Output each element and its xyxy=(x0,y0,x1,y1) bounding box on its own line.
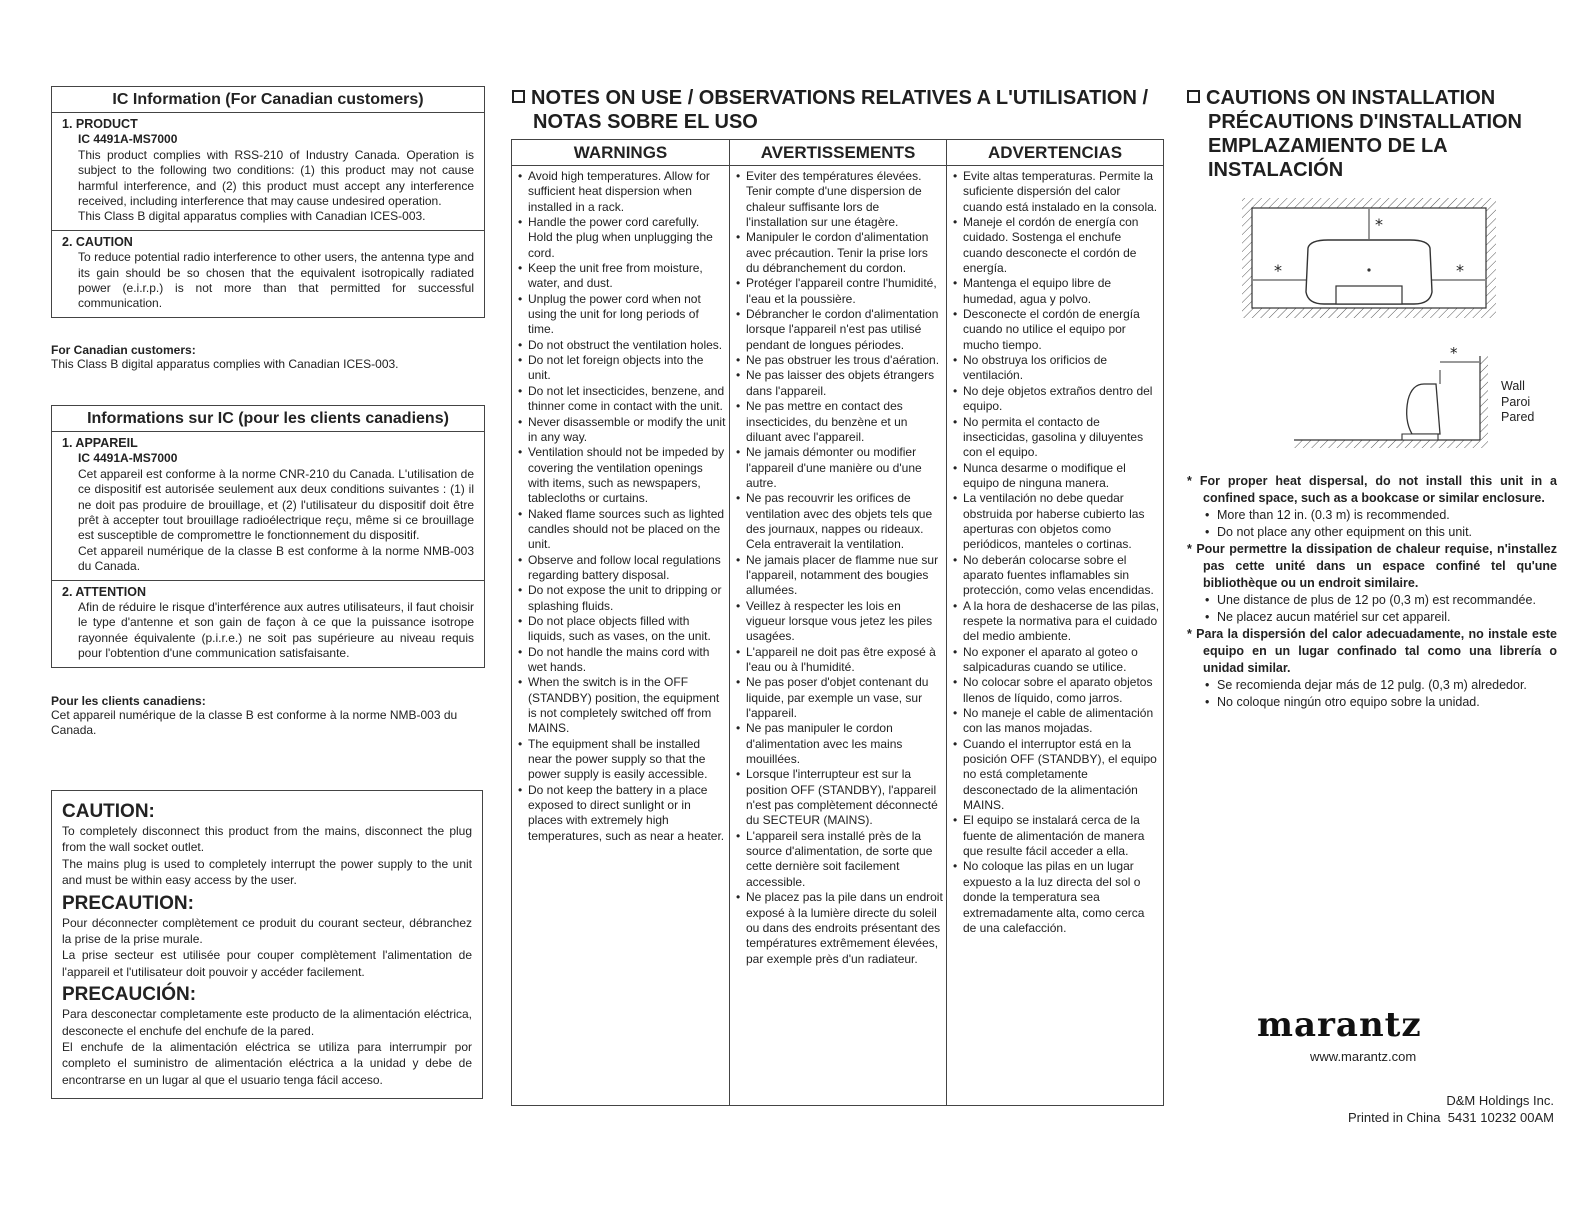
marantz-logo: marantz xyxy=(1257,1005,1422,1045)
install-note-es-text: Para la dispersión del calor adecuadamente, no instale este equipo en un lugar confinado tal como una librería o unidad similar. xyxy=(1196,627,1557,675)
warning-item: • Do not obstruct the ventilation holes. xyxy=(518,338,726,353)
warnings-cell xyxy=(512,166,730,1106)
install-title-line-3: EMPLAZAMIENTO DE LA xyxy=(1208,135,1448,157)
install-note-fr-head: * Pour permettre la dissipation de chaleur requise, n'installez pas cette unité dans un espace confiné tel qu'une bibliothèque ou un endroit similaire. xyxy=(1187,542,1557,590)
avertissement-item: • Veillez à respecter les lois en vigueur lorsque vous jetez les piles usagées. xyxy=(736,599,943,645)
avertissement-item: • Ne placez pas la pile dans un endroit exposé à la lumière directe du soleil ou dans des endroits présentant des températures extrêmement élevées, par exemple près d'un radiateur. xyxy=(736,890,943,967)
clearance-star-left: * xyxy=(1274,261,1282,280)
warnings-list xyxy=(518,169,726,844)
advertencia-item: • No exponer el aparato al goteo o salpicaduras cuando se utilice. xyxy=(953,645,1160,676)
install-note-en-text: For proper heat dispersal, do not install this unit in a confined space, such as a bookcase or similar enclosure. xyxy=(1199,474,1558,505)
note-text: This Class B digital apparatus complies with Canadian ICES-003. xyxy=(51,357,399,371)
install-note-es-item: • Se recomienda dejar más de 12 pulg. (0,3 m) alrededor. xyxy=(1187,677,1557,694)
advertencia-item: • Maneje el cordón de energía con cuidado. Sostenga el enchufe cuando desconecte el cordón de energía. xyxy=(953,215,1160,276)
install-note-en-item: • More than 12 in. (0.3 m) is recommended. xyxy=(1187,507,1557,524)
advertencias-cell xyxy=(947,166,1164,1106)
warning-item: • Do not let foreign objects into the unit. xyxy=(518,353,726,384)
top-wall-hatch xyxy=(1242,198,1496,208)
warning-item: • Do not place objects filled with liquids, such as vases, on the unit. xyxy=(518,614,726,645)
install-heading xyxy=(1187,86,1557,182)
note-title: For Canadian customers: xyxy=(51,343,196,357)
avertissement-item: • Ne pas laisser des objets étrangers dans l'appareil. xyxy=(736,368,943,399)
company-name: D&M Holdings Inc. xyxy=(1446,1093,1554,1108)
advertencia-item: • Desconecte el cordón de energía cuando no utilice el equipo por mucho tiempo. xyxy=(953,307,1160,353)
wall-label-fr: Paroi xyxy=(1501,394,1531,409)
install-note-es-item: • No coloque ningún otro equipo sobre la unidad. xyxy=(1187,694,1557,711)
ic-info-en-box xyxy=(51,86,485,318)
caution-text-2: The mains plug is used to completely interrupt the power supply to the unit and must be within easy access by the user. xyxy=(62,856,472,888)
avertissement-item: • Ne pas manipuler le cordon d'alimentation avec les mains mouillées. xyxy=(736,721,943,767)
avertissement-item: • Lorsque l'interrupteur est sur la position OFF (STANDBY), l'appareil n'est pas complètement déconnecté du SECTEUR (MAINS). xyxy=(736,767,943,828)
section-heading: 1. APPAREIL xyxy=(62,436,138,450)
warning-item: • The equipment shall be installed near the power supply so that the power supply is easily accessible. xyxy=(518,737,726,783)
ic-en-product-section xyxy=(52,113,484,230)
warning-item: • Do not let insecticides, benzene, and thinner come in contact with the unit. xyxy=(518,384,726,415)
floor-hatch xyxy=(1294,440,1488,448)
avertissement-item: • Ne jamais placer de flamme nue sur l'appareil, notamment des bougies allumées. xyxy=(736,553,943,599)
warning-item: • Observe and follow local regulations regarding battery disposal. xyxy=(518,553,726,584)
canadian-note-en xyxy=(51,343,485,372)
avertissement-item: • Ne pas recouvrir les orifices de ventilation avec des objets tels que des journaux, nappes ou rideaux. Cela entraverait la ventilation. xyxy=(736,491,943,552)
precaucion-heading: PRECAUCIÓN: xyxy=(62,984,197,1006)
checkbox-icon xyxy=(512,90,525,103)
clearance-star-right: * xyxy=(1456,261,1464,280)
brand-url: www.marantz.com xyxy=(1310,1049,1417,1064)
canadian-note-fr xyxy=(51,694,485,739)
ic-info-fr-title: Informations sur IC (pour les clients canadiens) xyxy=(52,406,484,432)
col-header-warnings: WARNINGS xyxy=(512,140,730,166)
install-note-en-head: * For proper heat dispersal, do not install this unit in a confined space, such as a bookcase or similar enclosure. xyxy=(1187,474,1558,505)
notes-title-text-1: NOTES ON USE / OBSERVATIONS RELATIVES A L'UTILISATION / xyxy=(531,87,1149,109)
wall-labels xyxy=(1501,379,1534,426)
advertencias-list xyxy=(953,169,1160,936)
col-header-advertencias: ADVERTENCIAS xyxy=(947,140,1164,166)
notes-title-line-1 xyxy=(512,86,1172,110)
install-title-line-1 xyxy=(1187,86,1557,110)
advertencia-item: • Nunca desarme o modifique el equipo de ninguna manera. xyxy=(953,461,1160,492)
ic-fr-appareil-section xyxy=(52,432,484,580)
section-body-2: This Class B digital apparatus complies with Canadian ICES-003. xyxy=(78,209,426,224)
unit-side-shape xyxy=(1407,384,1440,434)
avertissement-item: • Débrancher le cordon d'alimentation lorsque l'appareil n'est pas utilisé pendant de longues périodes. xyxy=(736,307,943,353)
advertencia-item: • Mantenga el equipo libre de humedad, agua y polvo. xyxy=(953,276,1160,307)
precaucion-text-1: Para desconectar completamente este producto de la alimentación eléctrica, desconecte el enchufe del enchufe de la pared. xyxy=(62,1007,472,1038)
advertencia-item: • La ventilación no debe quedar obstruida por haberse cubierto las aperturas con objetos como periódicos, manteles o cortinas. xyxy=(953,491,1160,552)
caution-text-1: To completely disconnect this product from the mains, disconnect the plug from the wall socket outlet. xyxy=(62,824,472,855)
install-note-fr-item: • Une distance de plus de 12 po (0,3 m) est recommandée. xyxy=(1187,592,1557,609)
install-notes xyxy=(1187,473,1557,711)
section-body: To reduce potential radio interference to other users, the antenna type and its gain should be so chosen that the equivalent isotropically radiated power (e.i.r.p.) is not more than that permitted for successful communication. xyxy=(78,250,474,311)
precaution-heading: PRECAUTION: xyxy=(62,892,194,914)
note-title: Pour les clients canadiens: xyxy=(51,694,206,708)
avertissements-cell xyxy=(730,166,947,1106)
notes-heading xyxy=(512,86,1172,134)
wall-hatch xyxy=(1480,356,1488,440)
avertissement-item: • Ne pas poser d'objet contenant du liquide, par exemple un vase, sur l'appareil. xyxy=(736,675,943,721)
print-info xyxy=(1300,1110,1554,1125)
notes-table-wrap xyxy=(511,139,1164,1106)
section-body: Cet appareil est conforme à la norme CNR-210 du Canada. L'utilisation de ce dispositif est autorisée seulement aux deux conditions suivantes : (1) il ne doit pas produire de brouillage, et (2) l'utilisateur du dispositif doit être prêt à accepter tout brouillage radioélectrique reçu, même si ce brouillage est susceptible de compromettre le fonctionnement du dispositif. xyxy=(78,466,474,543)
advertencia-item: • Evite altas temperaturas. Permite la suficiente dispersión del calor cuando está instalado en la consola. xyxy=(953,169,1160,215)
wall-label-es: Pared xyxy=(1501,410,1535,424)
warning-item: • Avoid high temperatures. Allow for sufficient heat dispersion when installed in a rack. xyxy=(518,169,726,215)
installation-top-diagram xyxy=(1238,196,1500,326)
avertissement-item: • L'appareil sera installé près de la source d'alimentation, de sorte que cette dernière soit facilement accessible. xyxy=(736,829,943,890)
section-body-2: Cet appareil numérique de la classe B est conforme à la norme NMB-003 du Canada. xyxy=(78,543,474,574)
section-body: Afin de réduire le risque d'interférence aux autres utilisateurs, il faut choisir le type d'antenne et son gain de façon à ce que la puissance isotrope rayonnée équivalente (p.i.r.e.) ne soit pas supérieure au niveau requis pour l'obtention d'une communication satisfaisante. xyxy=(78,600,474,661)
col-header-avertissements: AVERTISSEMENTS xyxy=(730,140,947,166)
part-code: 5431 10232 00AM xyxy=(1447,1110,1554,1125)
precaucion-text-2: El enchufe de la alimentación eléctrica se utiliza para interrumpir por completo el suministro de alimentación eléctrica a la unidad y debe de encontrarse en un lugar al que el usuario tenga fácil acceso. xyxy=(62,1040,472,1087)
advertencia-item: • A la hora de deshacerse de las pilas, respete la normativa para el cuidado del medio ambiente. xyxy=(953,599,1160,645)
unit-base xyxy=(1336,286,1402,304)
advertencia-item: • Cuando el interruptor está en la posición OFF (STANDBY), el equipo no está completamente desconectado de la alimentación MAINS. xyxy=(953,737,1160,814)
section-heading: 2. ATTENTION xyxy=(62,584,147,599)
avertissements-list xyxy=(736,169,943,967)
left-wall-hatch xyxy=(1242,208,1252,308)
warning-item: • Keep the unit free from moisture, water, and dust. xyxy=(518,261,726,292)
checkbox-icon xyxy=(1187,90,1200,103)
warning-item: • When the switch is in the OFF (STANDBY) position, the equipment is not completely switched off from MAINS. xyxy=(518,675,726,736)
warning-item: • Naked flame sources such as lighted candles should not be placed on the unit. xyxy=(518,507,726,553)
notes-table xyxy=(511,139,1164,1106)
advertencia-item: • No deje objetos extraños dentro del equipo. xyxy=(953,384,1160,415)
avertissement-item: • Manipuler le cordon d'alimentation avec précaution. Tenir la prise lors du débranchement du cordon. xyxy=(736,230,943,276)
printed-in: Printed in China xyxy=(1348,1110,1441,1125)
avertissement-item: • L'appareil ne doit pas être exposé à l'eau ou à l'humidité. xyxy=(736,645,943,676)
bottom-wall-hatch xyxy=(1242,308,1496,318)
ic-info-fr-box xyxy=(51,405,485,668)
caution-box xyxy=(51,790,483,1099)
install-title-text-1: CAUTIONS ON INSTALLATION xyxy=(1206,87,1496,109)
advertencia-item: • No colocar sobre el aparato objetos llenos de líquido, como jarros. xyxy=(953,675,1160,706)
avertissement-item: • Ne jamais démonter ou modifier l'appareil d'une manière ou d'une autre. xyxy=(736,445,943,491)
notes-title-line-2 xyxy=(512,110,1172,134)
note-text: Cet appareil numérique de la classe B est conforme à la norme NMB-003 du Canada. xyxy=(51,708,458,738)
installation-side-diagram xyxy=(1290,342,1498,454)
warning-item: • Never disassemble or modify the unit in any way. xyxy=(518,415,726,446)
advertencia-item: • El equipo se instalará cerca de la fuente de alimentación de manera que resulte fácil acceder a ella. xyxy=(953,813,1160,859)
advertencia-item: • No deberán colocarse sobre el aparato fuentes inflamables sin protección, como velas encendidas. xyxy=(953,553,1160,599)
ic-code: IC 4491A-MS7000 xyxy=(78,132,178,147)
install-note-es-head: * Para la dispersión del calor adecuadamente, no instale este equipo en un lugar confinado tal como una librería o unidad similar. xyxy=(1187,627,1557,675)
install-note-fr-text: Pour permettre la dissipation de chaleur requise, n'installez pas cette unité dans un espace confiné tel qu'une bibliothèque ou un endroit similaire. xyxy=(1196,542,1557,590)
clearance-star-wall: * xyxy=(1450,344,1458,362)
advertencia-item: • No maneje el cable de alimentación con las manos mojadas. xyxy=(953,706,1160,737)
warning-item: • Unplug the power cord when not using the unit for long periods of time. xyxy=(518,292,726,338)
notes-title-text-2: NOTAS SOBRE EL USO xyxy=(533,111,758,133)
ic-code: IC 4491A-MS7000 xyxy=(78,451,178,466)
warning-item: • Do not keep the battery in a place exposed to direct sunlight or in places with extremely high temperatures, such as near a heater. xyxy=(518,783,726,844)
advertencia-item: • No permita el contacto de insecticidas, gasolina y diluyentes con el equipo. xyxy=(953,415,1160,461)
precaution-text-2: La prise secteur est utilisée pour couper complètement l'alimentation de l'appareil et l'utilisateur doit pouvoir y accéder facilement. xyxy=(62,948,472,979)
install-title-line-2: PRÉCAUTIONS D'INSTALLATION xyxy=(1208,111,1523,133)
caution-heading: CAUTION: xyxy=(62,801,155,822)
ic-info-en-title: IC Information (For Canadian customers) xyxy=(52,87,484,113)
section-heading: 1. PRODUCT xyxy=(62,117,138,131)
warning-item: • Handle the power cord carefully. Hold the plug when unplugging the cord. xyxy=(518,215,726,261)
install-note-fr-item: • Ne placez aucun matériel sur cet appareil. xyxy=(1187,609,1557,626)
wall-label-en: Wall xyxy=(1501,379,1525,393)
avertissement-item: • Ne pas mettre en contact des insecticides, du benzène et un diluant avec l'appareil. xyxy=(736,399,943,445)
avertissement-item: • Eviter des températures élevées. Tenir compte d'une dispersion de chaleur suffisante lors de l'installation sur une étagère. xyxy=(736,169,943,230)
warning-item: • Do not expose the unit to dripping or splashing fluids. xyxy=(518,583,726,614)
advertencia-item: • No coloque las pilas en un lugar expuesto a la luz directa del sol o donde la temperatura sea extremadamente alta, como cerca de una calefacción. xyxy=(953,859,1160,936)
install-title-line-4: INSTALACIÓN xyxy=(1208,159,1344,181)
precaution-text-1: Pour déconnecter complètement ce produit du courant secteur, débranchez la prise de la prise murale. xyxy=(62,915,472,947)
avertissement-item: • Ne pas obstruer les trous d'aération. xyxy=(736,353,943,368)
warning-item: • Do not handle the mains cord with wet hands. xyxy=(518,645,726,676)
section-body: This product complies with RSS-210 of Industry Canada. Operation is subject to the following two conditions: (1) this product may not cause harmful interference, and (2) this product must accept any interference received, including interference that may cause undesired operation. xyxy=(78,147,474,209)
ic-fr-attention-section xyxy=(52,580,484,667)
warning-item: • Ventilation should not be impeded by covering the ventilation openings with items, such as newspapers, tablecloths or curtains. xyxy=(518,445,726,506)
right-wall-hatch xyxy=(1486,208,1496,308)
install-note-en-item: • Do not place any other equipment on this unit. xyxy=(1187,524,1557,541)
ic-en-caution-section xyxy=(52,230,484,317)
advertencia-item: • No obstruya los orificios de ventilación. xyxy=(953,353,1160,384)
section-heading: 2. CAUTION xyxy=(62,234,133,249)
clearance-star-top: * xyxy=(1375,215,1383,234)
avertissement-item: • Protéger l'appareil contre l'humidité, l'eau et la poussière. xyxy=(736,276,943,307)
